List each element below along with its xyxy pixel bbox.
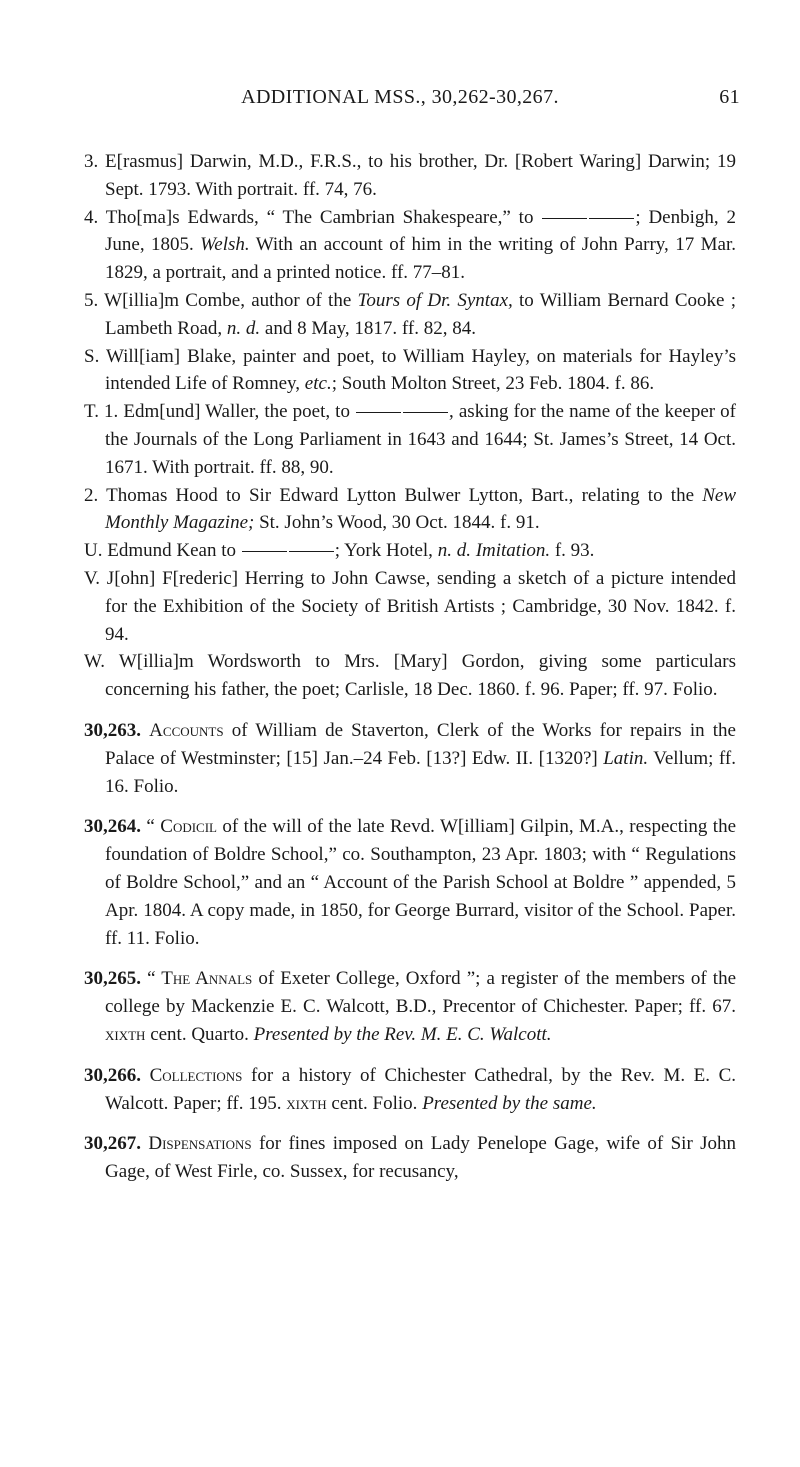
- manuscript-entry: 30,267. Dispensations for fines imposed on Lady Penelope Gage, wife of Sir John Gage, of West Firle, co. Sussex, for recusancy,: [84, 1133, 737, 1183]
- manuscript-entry: 30,266. Collections for a history of Chichester Cathedral, by the Rev. M. E. C. Walcott. Paper; ff. 195. xixth cent. Folio. Presented by the same.: [84, 1064, 737, 1114]
- catalogue-text: [84, 148, 736, 1186]
- list-item: 4. Tho[ma]s Edwards, “ The Cambrian Shakespeare,” to ; Denbigh, 2 June, 1805. Welsh. With an account of him in the writing of John Parry, 17 Mar. 1829, a portrait, and a printed notice. ff. 77–81.: [84, 206, 736, 284]
- entry-number: 30,265.: [84, 968, 141, 990]
- list-item: T. 1. Edm[und] Waller, the poet, to , asking for the name of the keeper of the Journals of the Long Parliament in 1643 and 1644; St. James’s Street, 14 Oct. 1671. With portrait. ff. 88, 90.: [84, 401, 736, 478]
- entry-number: 30,266.: [84, 1064, 141, 1086]
- blank-dash: [242, 551, 287, 552]
- list-item: U. Edmund Kean to ; York Hotel, n. d. Imitation. f. 93.: [84, 540, 595, 562]
- entry-number: 30,267.: [84, 1133, 141, 1155]
- running-header: [60, 86, 740, 116]
- blank-dash: [356, 412, 401, 413]
- blank-dash: [542, 218, 587, 219]
- manuscript-entry: 30,263. Accounts of William de Staverton, Clerk of the Works for repairs in the Palace of Westminster; [15] Jan.–24 Feb. [13?] Edw. II. [1320?] Latin. Vellum; ff. 16. Folio.: [84, 719, 736, 797]
- manuscript-entry: 30,264. “ Codicil of the will of the late Revd. W[illiam] Gilpin, M.A., respecting the foundation of Boldre School,” co. Southampton, 23 Apr. 1803; with “ Regulations of Boldre School,” and an “ Account of the Parish School at Boldre ” appended, 5 Apr. 1804. A copy made, in 1850, for George Burrard, visitor of the School. Paper. ff. 11. Folio.: [84, 816, 736, 949]
- list-item: S. Will[iam] Blake, painter and poet, to William Hayley, on materials for Hayley’s intended Life of Romney, etc.; South Molton Street, 23 Feb. 1804. f. 86.: [84, 345, 736, 395]
- list-item: W. W[illia]m Wordsworth to Mrs. [Mary] Gordon, giving some particulars concerning his father, the poet; Carlisle, 18 Dec. 1860. f. 96. Paper; ff. 97. Folio.: [84, 651, 736, 701]
- list-item: 3. E[rasmus] Darwin, M.D., F.R.S., to his brother, Dr. [Robert Waring] Darwin; 19 Sept. 1793. With portrait. ff. 74, 76.: [84, 151, 737, 200]
- list-item: 2. Thomas Hood to Sir Edward Lytton Bulwer Lytton, Bart., relating to the New Monthly Magazine; St. John’s Wood, 30 Oct. 1844. f. 91.: [84, 484, 737, 534]
- entry-number: 30,263.: [84, 719, 141, 741]
- manuscript-entry: 30,265. “ The Annals of Exeter College, Oxford ”; a register of the members of the college by Mackenzie E. C. Walcott, B.D., Precentor of Chichester. Paper; ff. 67. xixth cent. Quarto. Presented by the Rev. M. E. C. Walcott.: [84, 968, 737, 1045]
- list-item: V. J[ohn] F[rederic] Herring to John Cawse, sending a sketch of a picture intended for the Exhibition of the Society of British Artists ; Cambridge, 30 Nov. 1842. f. 94.: [84, 567, 737, 645]
- entry-number: 30,264.: [84, 816, 141, 838]
- page-number: 61: [719, 86, 740, 108]
- blank-dash: [589, 218, 634, 219]
- list-item: 5. W[illia]m Combe, author of the Tours of Dr. Syntax, to William Bernard Cooke ; Lambeth Road, n. d. and 8 May, 1817. ff. 82, 84.: [84, 289, 737, 339]
- blank-dash: [289, 551, 334, 552]
- blank-dash: [403, 412, 448, 413]
- header-title: ADDITIONAL MSS., 30,262-30,267.: [241, 86, 559, 108]
